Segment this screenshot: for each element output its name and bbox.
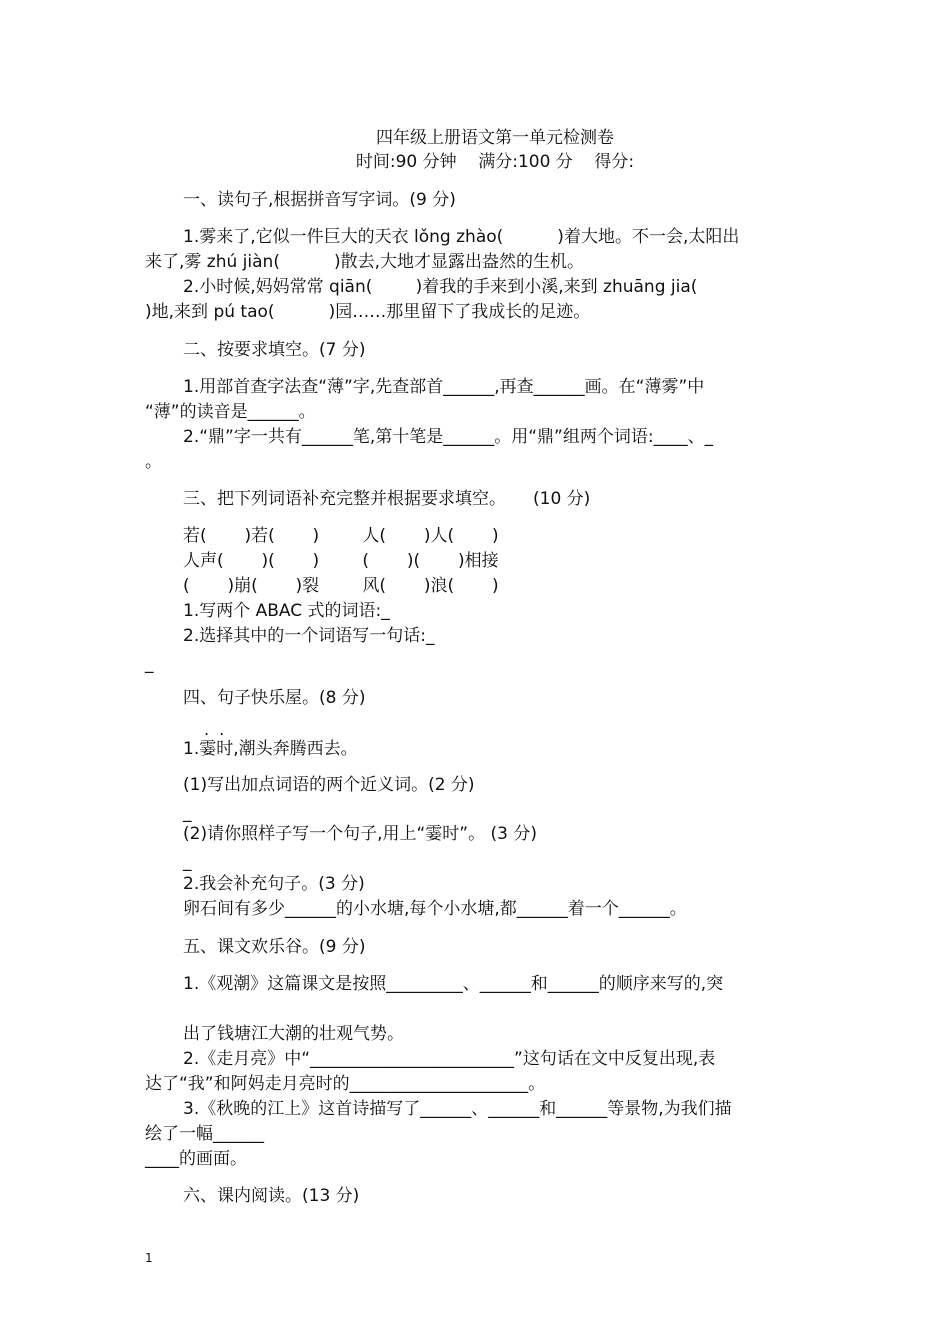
exam-title: 四年级上册语文第一单元检测卷: [376, 128, 614, 148]
section2-heading: 二、按要求填空。(7 分): [183, 340, 366, 360]
section1-line-2: 来了,雾 zhú jiàn( )散去,大地才显露出盎然的生机。: [145, 252, 585, 272]
section5-line-6: 绘了一幅______: [145, 1124, 264, 1144]
section1-line-4: )地,来到 pú tao( )园……那里留下了我成长的足迹。: [145, 302, 591, 322]
section5-line-1: 1.《观潮》这篇课文是按照_________、______和______的顺序来写的,突: [183, 974, 724, 994]
section2-line-4: 。: [145, 452, 162, 472]
section4-q2: (2)请你照样子写一个句子,用上“霎时”。 (3 分): [183, 824, 537, 844]
emphasis-dots: ..: [204, 720, 235, 739]
section4-sentence: 1.霎时,潮头奔腾西去。: [183, 739, 358, 759]
section4-q2-answer: _: [183, 852, 192, 872]
section3-idiom-row-1: 若( )若( ) 人( )人( ): [183, 526, 499, 546]
section4-q1: (1)写出加点词语的两个近义词。(2 分): [183, 775, 475, 795]
section1-line-3: 2.小时候,妈妈常常 qiān( )着我的手来到小溪,来到 zhuāng jia(: [183, 277, 698, 297]
section3-answer-line: _: [145, 654, 154, 674]
section5-line-5: 3.《秋晚的江上》这首诗描写了______、______和______等景物,为我们描: [183, 1099, 732, 1119]
section1-heading: 一、读句子,根据拼音写字词。(9 分): [183, 190, 456, 210]
section5-line-7: ____的画面。: [145, 1149, 247, 1169]
section3-question-2: 2.选择其中的一个词语写一句话:_: [183, 626, 435, 646]
section1-line-1: 1.雾来了,它似一件巨大的天衣 lǒng zhào( )着大地。不一会,太阳出: [183, 227, 740, 247]
section2-line-3: 2.“鼎”字一共有______笔,第十笔是______。用“鼎”组两个词语:____、_: [183, 427, 714, 447]
section2-line-1: 1.用部首查字法查“薄”字,先查部首______,再查______画。在“薄雾”中: [183, 377, 705, 397]
section3-idiom-row-2: 人声( )( ) ( )( )相接: [183, 551, 499, 571]
page-number: 1: [145, 1251, 153, 1265]
section6-heading: 六、课内阅读。(13 分): [183, 1186, 360, 1206]
section4-heading: 四、句子快乐屋。(8 分): [183, 688, 366, 708]
section5-line-3: 2.《走月亮》中“________________________”这句话在文中反复出现,表: [183, 1049, 716, 1069]
section4-q3-sentence: 卵石间有多少______的小水塘,每个小水塘,都______着一个______。: [183, 899, 687, 919]
section4-q1-answer: _: [183, 803, 192, 823]
section3-idiom-row-3: ( )崩( )裂 风( )浪( ): [183, 576, 499, 596]
section3-question-1: 1.写两个 ABAC 式的词语:_: [183, 601, 390, 621]
section5-heading: 五、课文欢乐谷。(9 分): [183, 937, 366, 957]
section5-line-4: 达了“我”和阿妈走月亮时的_____________________。: [145, 1074, 546, 1094]
section3-heading: 三、把下列词语补充完整并根据要求填空。 (10 分): [183, 489, 591, 509]
section2-line-2: “薄”的读音是______。: [145, 402, 316, 422]
section4-q3: 2.我会补充句子。(3 分): [183, 874, 365, 894]
section5-line-2: 出了钱塘江大潮的壮观气势。: [183, 1024, 404, 1044]
exam-meta: 时间:90 分钟 满分:100 分 得分:: [355, 152, 635, 172]
